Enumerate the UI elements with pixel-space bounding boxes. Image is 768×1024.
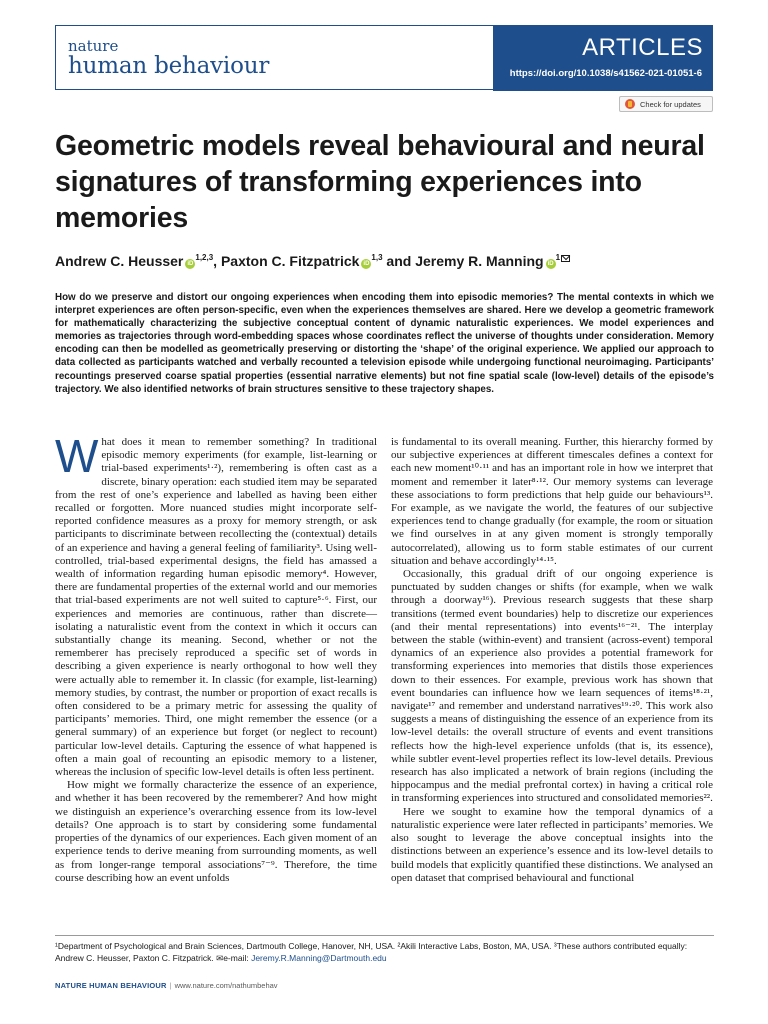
body-paragraph (55, 430, 377, 779)
author-affiliation: 1 (555, 253, 561, 262)
check-for-updates-button[interactable] (619, 96, 713, 112)
journal-logo-line2: human behaviour (68, 53, 270, 79)
footer-website-link[interactable]: www.nature.com/nathumbehav (174, 981, 278, 990)
author-separator: , (213, 253, 221, 269)
drop-cap: W (55, 430, 99, 482)
orcid-icon[interactable]: iD (187, 261, 194, 267)
author-name[interactable]: Paxton C. Fitzpatrick (220, 253, 360, 269)
author-affiliation: 1,3 (371, 253, 383, 262)
check-for-updates-icon (625, 99, 635, 109)
body-paragraph: Occasionally, this gradual drift of our ongoing experience is punctuated by sudden changes or shifts (for example, when we walk through a doorway¹⁶). Previous research suggests that these sharp transitions (termed event boundaries) help to discretize our experiences (and their mental representations) into events¹⁶⁻²¹. The interplay between the stable (within-event) and transient (across-event) temporal dynamics of an experience also provides a potential framework for transforming experiences into memories that distils those experiences down to their essences. For example, previous work has shown that event boundaries can influence how we learn sequences of items¹⁸·²¹, navigate¹⁷ and remember and understand narratives¹⁹·²⁰. This work also suggests a means of distinguishing the essence of an experience from its low-level details: the overall structure of events and event transitions reflects how the high-level experience unfolds (that is, its essence), while subtler event-level properties reflect its low-level details. Previous research has also implicated a network of brain regions (including the hippocampus and the medial prefrontal cortex) in having a critical role in transforming experiences into structured and consolidated memories²². (391, 568, 713, 805)
envelope-icon[interactable] (561, 255, 570, 262)
article-title: Geometric models reveal behavioural and neural signatures of transforming experiences into memories (55, 130, 705, 234)
orcid-icon[interactable]: iD (547, 261, 554, 267)
footnote-divider (55, 935, 714, 936)
page-footer (55, 981, 278, 990)
article-type-label: ARTICLES (582, 34, 703, 61)
body-paragraph: is fundamental to its overall meaning. Further, this hierarchy formed by our subjective experiences at different timescales defines a context for each new moment¹⁰·¹¹ and has an important role in how we interpret that moment and remember it later⁸·¹². Our memory systems can leverage these associations to form predictions that help guide our behaviours¹³. For example, as we navigate the world, the features of our subjective experiences tend to change gradually (for example, the room or situation we find ourselves in at any given moment is strongly temporally autocorrelated), allowing us to form stable estimates of our current situation and behave accordingly¹⁴·¹⁵. (391, 436, 713, 567)
body-column-right (391, 436, 713, 885)
journal-header (55, 25, 713, 90)
article-type-banner (493, 25, 713, 91)
email-link[interactable]: Jeremy.R.Manning@Dartmouth.edu (251, 953, 387, 963)
author-affiliation: 1,2,3 (195, 253, 214, 262)
author-separator: and (382, 253, 416, 269)
affiliations-footnote (55, 940, 714, 964)
paragraph-text: hat does it mean to remember something? In traditional episodic memory experiments (for example, list-learning or trial-based experiments¹·²), remembering is often cast as a discrete, binary operation: each studied item may be separated from the rest of one’s experience and labelled as having been either recalled or forgotten. More nuanced studies might incorporate self-reported confidence measures as a proxy for memory strength, or ask participants to discriminate between recollecting the (contextual) details of an experience and having a general feeling of familiarity³. Using well-controlled, trial-based experimental designs, the field has amassed a wealth of information regarding human episodic memory⁴. However, there are fundamental properties of the external world and our memories that trial-based experiments are not well suited to capture⁵·⁶. First, our experiences and memories are continuous, rather than discrete—isolating a naturalistic event from the context in which it occurs can substantially change its meaning. Second, whether or not the rememberer has precisely reproduced a specific set of words in describing a given experience is nearly orthogonal to how well they were actually able to remember it. In classic (for example, list-learning) memory studies, by contrast, the number or proportion of exact recalls is often considered to be a primary metric for assessing the quality of participants’ memories. Third, one might remember the essence (or a general summary) of an experience but forget (or neglect to recount) particular low-level details. Capturing the essence of what happened is often a main goal of recounting an episodic memory to a listener, whereas the inclusion of specific low-level details is often less pertinent. (55, 436, 377, 779)
footer-separator: | (169, 981, 172, 990)
abstract: How do we preserve and distort our ongoing experiences when encoding them into episodic memories? The mental contexts in which we interpret experiences are often person-specific, even when the experiences themselves are shared. Here we develop a geometric framework for mathematically characterizing the subjective conceptual content of dynamic naturalistic experiences. We model experiences and memories as trajectories through word-embedding spaces whose coordinates reflect the universe of thoughts under consideration. Memory encoding can then be modelled as geometrically preserving or distorting the ‘shape’ of the original experience. We applied our approach to data collected as participants watched and verbally recounted a television episode while undergoing functional neuroimaging. Participants’ recountings preserved coarse spatial properties (essential narrative elements) but not fine spatial scale (low-level) details of the episode’s trajectory. We also identified networks of brain structures sensitive to these trajectory shapes. (55, 292, 714, 395)
affiliations-text: ¹Department of Psychological and Brain Sciences, Dartmouth College, Hanover, NH, USA. ²Akili Interactive Labs, Boston, MA, USA. ³These authors contributed equally: Andrew C. Heusser, Paxton C. Fitzpatrick. ✉e-mail: (55, 941, 688, 963)
body-paragraph: Here we sought to examine how the temporal dynamics of a naturalistic experience were later reflected in participants’ memories. We also sought to leverage the above conceptual insights into the distinctions between an experience’s essence and its low-level details to build models that explicitly quantified these distinctions. We analysed an open dataset that comprised behavioural and functional (391, 805, 713, 884)
journal-logo[interactable] (68, 39, 269, 78)
orcid-icon[interactable]: iD (363, 261, 370, 267)
author-list (55, 253, 715, 269)
body-paragraph: How might we formally characterize the essence of an experience, and whether it has been recovered by the rememberer? And how might we distinguish an experience’s overarching essence from its low-level details? One approach is to start by considering some fundamental properties of the dynamics of our experiences. Each given moment of an experience tends to derive meaning from surrounding moments, as well as from longer-range temporal associations⁷⁻⁹. Therefore, the time course describing how an event unfolds (55, 779, 377, 884)
footer-journal: NATURE HUMAN BEHAVIOUR (55, 981, 167, 990)
author-name[interactable]: Jeremy R. Manning (415, 253, 544, 269)
doi-link[interactable]: https://doi.org/10.1038/s41562-021-01051-6 (509, 68, 702, 79)
body-column-left (55, 430, 377, 885)
check-for-updates-label: Check for updates (640, 99, 701, 109)
author-name[interactable]: Andrew C. Heusser (55, 253, 184, 269)
journal-logo-line1: nature (68, 37, 119, 55)
